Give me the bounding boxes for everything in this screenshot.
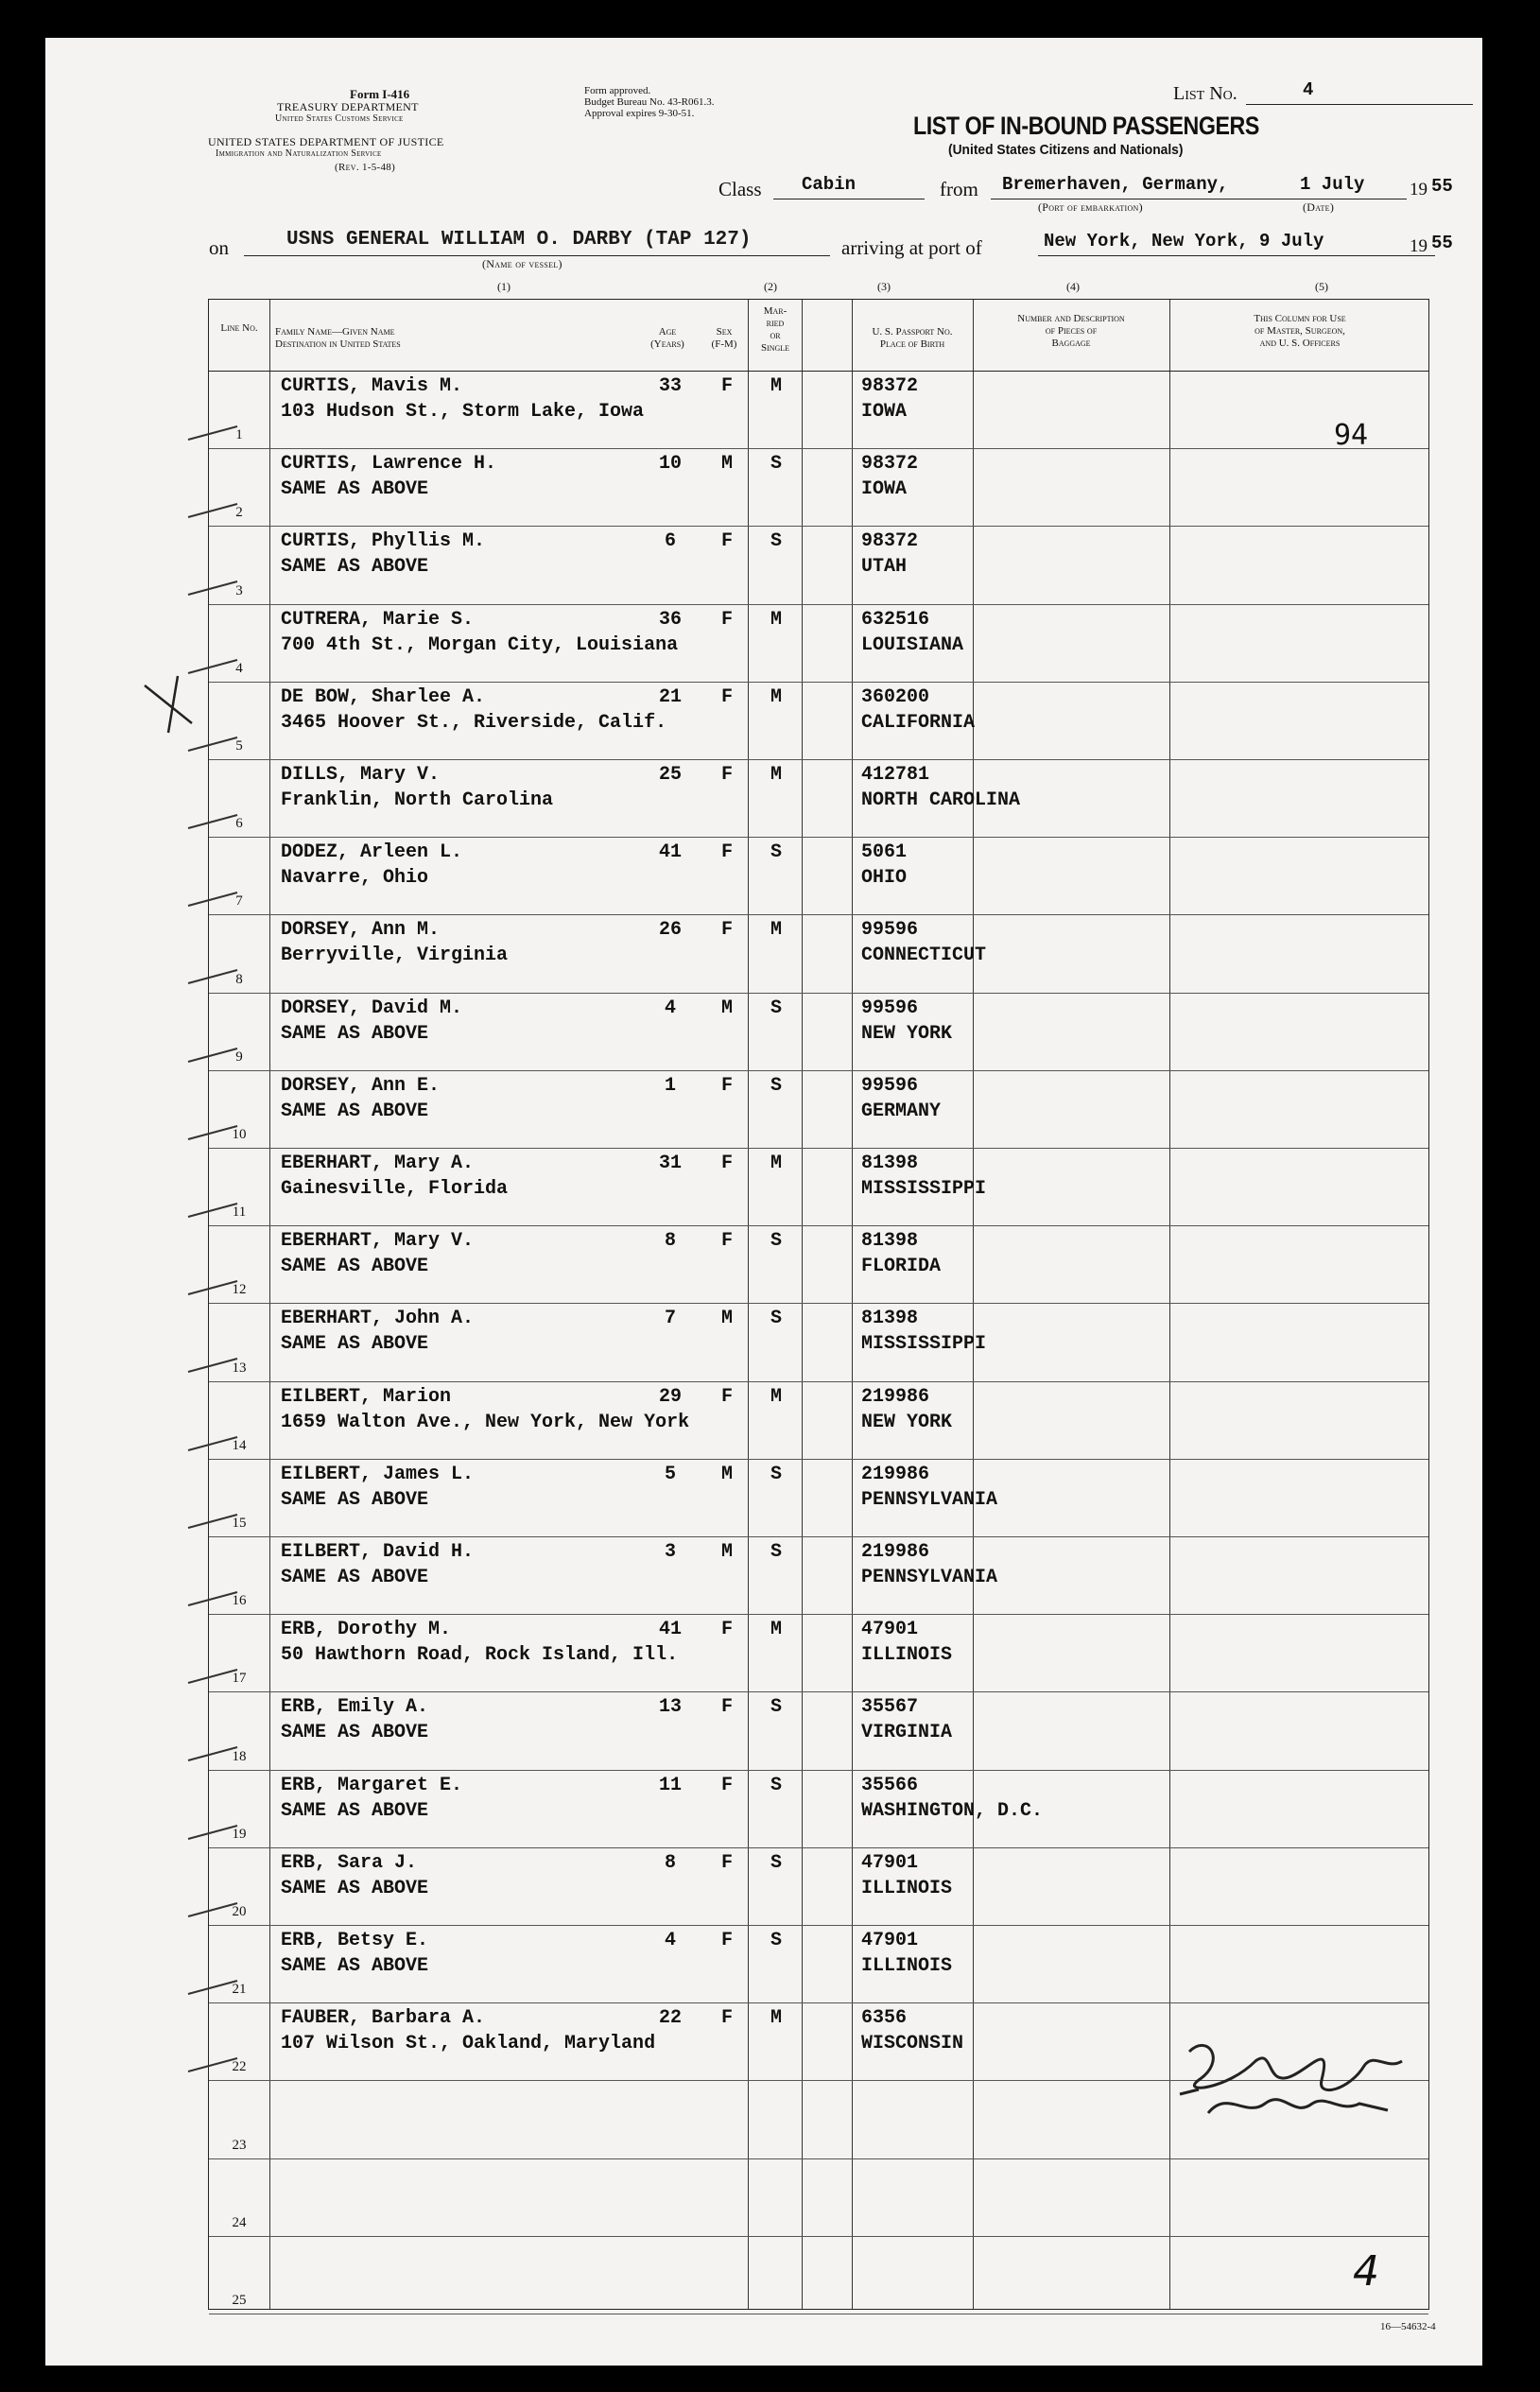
passport-number: 219986 [861,1385,930,1408]
passenger-age: 4 [664,997,676,1019]
check-tick-mark [184,1262,241,1300]
place-of-birth: ILLINOIS [861,1644,953,1667]
date-caption: (Date) [1303,200,1335,214]
check-tick-mark [184,951,241,989]
passenger-name: DILLS, Mary V. [281,764,441,786]
passenger-sex: F [720,530,733,553]
passenger-name: DE BOW, Sharlee A. [281,685,486,708]
table-row [209,1537,1428,1615]
header-age-text: Age (Years) [650,326,684,350]
line-number: 1 [235,427,243,443]
place-of-birth: ILLINOIS [861,1955,953,1977]
arrival-year: 55 [1431,233,1453,253]
passenger-destination: SAME AS ABOVE [281,1488,429,1511]
treasury-dept: TREASURY DEPARTMENT [277,100,419,113]
col-num-3: (3) [877,280,891,293]
passport-number: 412781 [861,764,930,786]
passenger-sex: F [720,1230,733,1253]
passport-number: 35567 [861,1696,919,1719]
passenger-age: 11 [658,1774,682,1796]
approval-1: Form approved. [584,85,651,96]
passenger-marital: S [770,1308,782,1330]
page-mark: 94 [1334,419,1369,452]
passenger-marital: S [770,530,782,553]
passenger-destination: SAME AS ABOVE [281,1256,429,1278]
passport-number: 98372 [861,530,919,553]
table-row [209,1304,1428,1381]
header-passport-text: U. S. Passport No. Place of Birth [872,326,953,350]
line-number: 8 [235,971,243,987]
place-of-birth: LOUISIANA [861,633,964,656]
passenger-name: CURTIS, Lawrence H. [281,453,497,476]
passenger-age: 3 [664,1541,676,1563]
check-tick-mark [184,485,241,523]
header-married [750,305,801,355]
passport-number: 47901 [861,1930,919,1951]
passenger-sex: F [720,608,733,631]
passenger-name: DORSEY, David M. [281,997,463,1019]
passenger-name: CUTRERA, Marie S. [281,608,475,631]
passenger-sex: F [720,1851,733,1874]
check-tick-mark [184,1496,241,1534]
check-tick-mark [184,407,241,445]
passenger-destination: 3465 Hoover St., Riverside, Calif. [281,711,667,734]
place-of-birth: CONNECTICUT [861,945,987,967]
line-number: 25 [232,2292,247,2308]
table-row [209,994,1428,1071]
passenger-name: ERB, Sara J. [281,1851,418,1874]
place-of-birth: CALIFORNIA [861,711,976,734]
table-row [209,449,1428,527]
passport-number: 99596 [861,919,919,942]
place-of-birth: PENNSYLVANIA [861,1567,998,1588]
check-tick-mark [184,563,241,600]
passenger-name: EBERHART, John A. [281,1308,475,1330]
place-of-birth: WASHINGTON, D.C. [861,1799,1044,1822]
customs-service: United States Customs Service [275,113,404,124]
check-tick-mark [184,1651,241,1689]
line-number: 5 [235,737,243,754]
passenger-marital: S [770,1074,782,1097]
line-number: 2 [235,505,243,521]
table-row [209,1926,1428,2003]
header-passport [854,326,971,351]
line-number: 20 [232,1903,247,1919]
col-num-1: (1) [497,280,510,293]
table-row [209,1071,1428,1149]
line-number: 9 [235,1049,243,1065]
passenger-marital: S [770,1541,782,1563]
passenger-sex: F [720,685,733,708]
form-revision: (Rev. 1-5-48) [335,162,396,173]
passport-number: 360200 [861,685,930,708]
passenger-marital: M [770,685,782,708]
table-row [209,915,1428,993]
passenger-name: EILBERT, James L. [281,1463,475,1485]
officer-signature [1170,2023,1435,2137]
line-number: 18 [232,1748,247,1764]
passenger-destination: SAME AS ABOVE [281,478,429,501]
passenger-age: 29 [658,1385,682,1408]
passenger-destination: SAME AS ABOVE [281,1799,429,1822]
arrival-line [1038,255,1435,256]
form-number: Form I-416 [350,87,410,101]
passenger-sex: F [720,1774,733,1796]
passenger-marital: S [770,1851,782,1874]
margin-x-mark [140,671,197,737]
vessel-caption: (Name of vessel) [482,257,562,270]
passenger-name: FAUBER, Barbara A. [281,2007,486,2030]
passport-number: 219986 [861,1463,930,1485]
passenger-age: 10 [658,453,682,476]
passenger-destination: SAME AS ABOVE [281,1100,429,1122]
passenger-age: 5 [664,1463,676,1485]
passenger-sex: F [720,919,733,942]
header-sex [705,326,743,351]
passport-number: 81398 [861,1153,919,1174]
passport-number: 5061 [861,841,908,864]
col-num-4: (4) [1066,280,1080,293]
passenger-age: 13 [658,1696,682,1719]
passenger-sex: F [720,1930,733,1951]
check-tick-mark [184,1884,241,1922]
line-number: 21 [232,1982,247,1998]
passenger-destination: 107 Wilson St., Oakland, Maryland [281,2033,656,2055]
line-number: 4 [235,660,243,676]
line-number: 24 [232,2214,247,2230]
passenger-age: 41 [658,841,682,864]
passenger-marital: S [770,997,782,1019]
check-tick-mark [184,1418,241,1456]
passenger-name: DODEZ, Arleen L. [281,841,463,864]
passenger-name: ERB, Margaret E. [281,1774,463,1796]
line-number: 6 [235,816,243,832]
header-officers-text: This Column for Use of Master, Surgeon, and U. S. Officers [1254,313,1346,349]
arrival-year-prefix: 19 [1410,236,1428,256]
check-tick-mark [184,796,241,834]
passenger-destination: SAME AS ABOVE [281,1722,429,1744]
passenger-marital: M [770,1619,782,1641]
class-label: Class [718,178,762,200]
passenger-sex: M [720,453,733,476]
passenger-marital: S [770,1230,782,1253]
header-line-no: Line No. [220,322,258,334]
passenger-sex: M [720,1463,733,1485]
line-number: 22 [232,2059,247,2075]
passenger-sex: F [720,1696,733,1719]
justice-dept: UNITED STATES DEPARTMENT OF JUSTICE [208,135,444,148]
place-of-birth: NEW YORK [861,1022,953,1045]
passenger-age: 31 [658,1153,682,1174]
header-baggage [975,313,1168,350]
passenger-destination: 700 4th St., Morgan City, Louisiana [281,633,679,656]
check-tick-mark [184,1185,241,1222]
passport-number: 98372 [861,375,919,397]
passenger-name: ERB, Dorothy M. [281,1619,452,1641]
place-of-birth: VIRGINIA [861,1722,953,1744]
passenger-table [208,299,1429,2310]
list-no-label: List No. [1173,83,1237,104]
passenger-age: 4 [664,1930,676,1951]
form-subtitle: (United States Citizens and Nationals) [948,142,1184,158]
from-year-prefix: 19 [1410,180,1428,199]
passenger-name: EBERHART, Mary A. [281,1153,475,1174]
passport-number: 99596 [861,1074,919,1097]
table-row [209,372,1428,449]
passenger-age: 33 [658,375,682,397]
passenger-name: DORSEY, Ann E. [281,1074,441,1097]
passenger-sex: F [720,1074,733,1097]
passenger-age: 21 [658,685,682,708]
passenger-destination: SAME AS ABOVE [281,1955,429,1977]
table-row [209,1382,1428,1460]
passenger-name: ERB, Emily A. [281,1696,429,1719]
passenger-marital: M [770,1385,782,1408]
passenger-destination: Navarre, Ohio [281,867,429,890]
passenger-name: CURTIS, Mavis M. [281,375,463,397]
check-tick-mark [184,1728,241,1766]
vessel-name: USNS GENERAL WILLIAM O. DARBY (TAP 127) [286,229,752,251]
passenger-marital: M [770,2007,782,2030]
line-number: 10 [232,1126,247,1142]
table-row [209,2159,1428,2237]
passenger-sex: M [720,1308,733,1330]
passport-number: 81398 [861,1308,919,1330]
port-caption: (Port of embarkation) [1038,200,1143,214]
bottom-mark: 4 [1353,2247,1379,2296]
place-of-birth: MISSISSIPPI [861,1333,987,1356]
passenger-name: DORSEY, Ann M. [281,919,441,942]
passenger-sex: F [720,1385,733,1408]
passenger-age: 1 [664,1074,676,1097]
passenger-age: 25 [658,764,682,786]
passport-number: 81398 [861,1230,919,1253]
passport-number: 99596 [861,997,919,1019]
header-age [639,326,696,351]
passenger-marital: M [770,1153,782,1174]
header-name [275,326,401,351]
passenger-age: 26 [658,919,682,942]
header-sex-text: Sex (F-M) [711,326,737,350]
line-number: 15 [232,1515,247,1531]
table-row [209,605,1428,683]
passenger-age: 41 [658,1619,682,1641]
place-of-birth: IOWA [861,478,908,501]
passport-number: 219986 [861,1541,930,1563]
passport-number: 632516 [861,608,930,631]
approval-3: Approval expires 9-30-51. [584,108,695,119]
line-number: 13 [232,1360,247,1376]
line-number: 11 [232,1205,247,1221]
passenger-marital: S [770,1696,782,1719]
passenger-marital: S [770,453,782,476]
passenger-sex: F [720,1153,733,1174]
passenger-destination: Berryville, Virginia [281,945,509,967]
place-of-birth: NORTH CAROLINA [861,789,1021,811]
check-tick-mark [184,1340,241,1378]
passenger-name: ERB, Betsy E. [281,1930,429,1951]
table-row [209,2237,1428,2314]
from-year: 55 [1431,176,1453,197]
passenger-sex: F [720,764,733,786]
line-number: 16 [232,1593,247,1609]
place-of-birth: OHIO [861,867,908,890]
passenger-sex: F [720,841,733,864]
passport-number: 98372 [861,453,919,476]
table-row [209,683,1428,760]
line-number: 17 [232,1671,247,1687]
place-of-birth: ILLINOIS [861,1877,953,1899]
header-married-text: Mar- ried or Single [760,305,790,354]
passenger-marital: S [770,1774,782,1796]
header-baggage-text: Number and Description of Pieces of Baggage [1017,313,1125,349]
passenger-marital: M [770,375,782,397]
passenger-marital: M [770,919,782,942]
check-tick-mark [184,1107,241,1145]
passenger-name: EILBERT, David H. [281,1541,475,1563]
table-row [209,1771,1428,1848]
check-tick-mark [184,874,241,911]
list-no-value: 4 [1303,79,1314,100]
from-value: Bremerhaven, Germany, [1002,174,1229,195]
passenger-destination: SAME AS ABOVE [281,1567,429,1588]
check-tick-mark [184,1573,241,1611]
passport-number: 47901 [861,1619,919,1641]
table-row [209,838,1428,915]
passport-number: 6356 [861,2007,908,2030]
table-row [209,527,1428,604]
passenger-marital: M [770,764,782,786]
form-title: LIST OF IN-BOUND PASSENGERS [913,112,1259,140]
line-number: 3 [235,582,243,598]
line-number: 12 [232,1282,247,1298]
line-number: 14 [232,1437,247,1453]
place-of-birth: WISCONSIN [861,2033,964,2055]
table-row [209,1460,1428,1537]
passenger-name: EBERHART, Mary V. [281,1230,475,1253]
passenger-age: 6 [664,530,676,553]
passenger-destination: SAME AS ABOVE [281,1877,429,1899]
passenger-sex: F [720,375,733,397]
passenger-age: 8 [664,1851,676,1874]
line-number: 23 [232,2137,247,2153]
place-of-birth: NEW YORK [861,1411,953,1433]
list-no-line [1246,104,1473,105]
header-name-text: Family Name—Given Name Destination in United States [275,326,401,350]
passenger-marital: S [770,841,782,864]
passenger-destination: Franklin, North Carolina [281,789,554,811]
passenger-name: CURTIS, Phyllis M. [281,530,486,553]
check-tick-mark [184,2039,241,2077]
table-row [209,1848,1428,1926]
passenger-marital: S [770,1930,782,1951]
passenger-destination: SAME AS ABOVE [281,556,429,579]
approval-2: Budget Bureau No. 43-R061.3. [584,96,715,108]
on-label: on [209,236,229,259]
place-of-birth: PENNSYLVANIA [861,1488,998,1511]
place-of-birth: UTAH [861,556,908,579]
passenger-sex: M [720,1541,733,1563]
line-number: 19 [232,1826,247,1842]
header-officers [1173,313,1427,350]
arriving-label: arriving at port of [841,236,982,259]
passenger-marital: S [770,1463,782,1485]
check-tick-mark [184,1807,241,1845]
table-row [209,1149,1428,1226]
place-of-birth: IOWA [861,401,908,423]
passenger-sex: M [720,997,733,1019]
col-num-2: (2) [764,280,777,293]
place-of-birth: FLORIDA [861,1256,942,1278]
passport-number: 35566 [861,1774,919,1796]
passenger-age: 22 [658,2007,682,2030]
from-label: from [940,178,978,200]
table-row [209,1226,1428,1304]
passenger-destination: 103 Hudson St., Storm Lake, Iowa [281,401,645,423]
passenger-destination: SAME AS ABOVE [281,1333,429,1356]
line-number: 7 [235,893,243,910]
footer-code: 16—54632-4 [1380,2321,1436,2332]
col-num-5: (5) [1315,280,1328,293]
from-date: 1 July [1300,174,1365,195]
passenger-marital: M [770,608,782,631]
ins-service: Immigration and Naturalization Service [216,148,382,159]
place-of-birth: MISSISSIPPI [861,1178,987,1200]
passenger-destination: SAME AS ABOVE [281,1022,429,1045]
passenger-age: 8 [664,1230,676,1253]
passenger-sex: F [720,1619,733,1641]
arrival-port: New York, New York, 9 July [1044,231,1324,251]
manifest-sheet [45,38,1482,2366]
check-tick-mark [184,1962,241,2000]
class-value: Cabin [802,174,857,195]
passenger-name: EILBERT, Marion [281,1385,452,1408]
passenger-sex: F [720,2007,733,2030]
passenger-age: 36 [658,608,682,631]
passenger-destination: Gainesville, Florida [281,1178,509,1200]
passport-number: 47901 [861,1851,919,1874]
passenger-age: 7 [664,1308,676,1330]
passenger-destination: 1659 Walton Ave., New York, New York [281,1411,690,1433]
vessel-line [244,255,830,256]
table-row [209,760,1428,838]
place-of-birth: GERMANY [861,1100,942,1122]
check-tick-mark [184,1030,241,1067]
table-row [209,1615,1428,1692]
passenger-destination: 50 Hawthorn Road, Rock Island, Ill. [281,1644,679,1667]
table-row [209,1692,1428,1770]
